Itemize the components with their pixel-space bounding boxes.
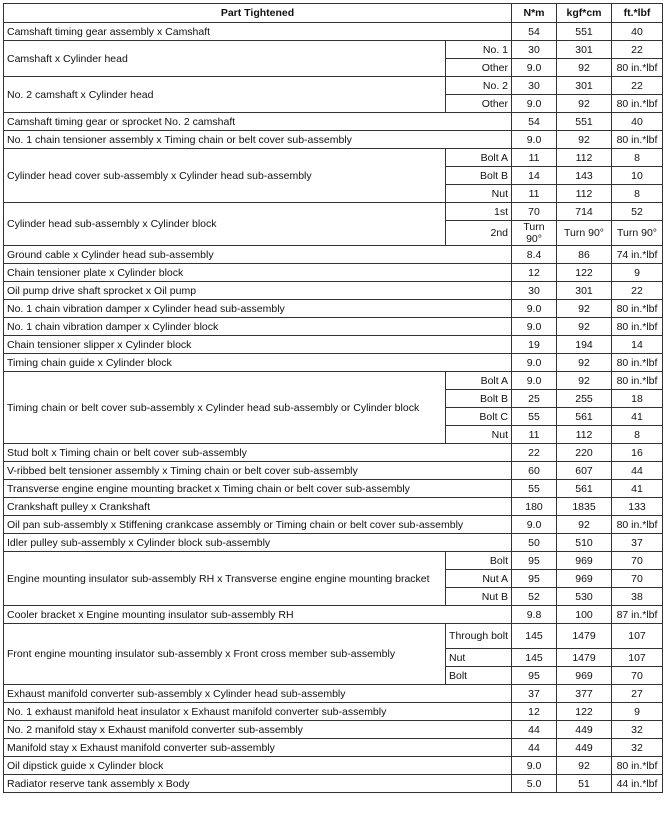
part-name: Manifold stay x Exhaust manifold converter sub-assembly — [4, 739, 512, 757]
torque-ft-lbf: 41 — [612, 480, 663, 498]
torque-nm: 50 — [512, 534, 557, 552]
torque-nm: 9.0 — [512, 354, 557, 372]
torque-kgf-cm: 377 — [557, 685, 612, 703]
torque-nm: 9.0 — [512, 318, 557, 336]
torque-ft-lbf: 27 — [612, 685, 663, 703]
torque-ft-lbf: 52 — [612, 203, 663, 221]
torque-nm: 9.0 — [512, 516, 557, 534]
torque-ft-lbf: 80 in.*lbf — [612, 757, 663, 775]
torque-kgf-cm: 1479 — [557, 624, 612, 649]
table-row — [4, 203, 663, 221]
table-row — [4, 462, 663, 480]
torque-kgf-cm: 92 — [557, 318, 612, 336]
fastener-label: Through bolt — [446, 624, 512, 649]
torque-ft-lbf: 8 — [612, 185, 663, 203]
part-name: Exhaust manifold converter sub-assembly x Cylinder head sub-assembly — [4, 685, 512, 703]
fastener-label: Nut — [446, 426, 512, 444]
torque-ft-lbf: 74 in.*lbf — [612, 246, 663, 264]
torque-kgf-cm: 92 — [557, 95, 612, 113]
torque-ft-lbf: 8 — [612, 149, 663, 167]
torque-kgf-cm: 551 — [557, 113, 612, 131]
fastener-label: Nut A — [446, 570, 512, 588]
table-row — [4, 113, 663, 131]
torque-nm: 12 — [512, 264, 557, 282]
torque-nm: 54 — [512, 23, 557, 41]
table-row — [4, 300, 663, 318]
torque-kgf-cm: 301 — [557, 41, 612, 59]
fastener-label: Bolt — [446, 552, 512, 570]
torque-ft-lbf: 80 in.*lbf — [612, 516, 663, 534]
torque-nm: 12 — [512, 703, 557, 721]
torque-ft-lbf: 22 — [612, 41, 663, 59]
torque-kgf-cm: 92 — [557, 59, 612, 77]
part-name: Cooler bracket x Engine mounting insulator sub-assembly RH — [4, 606, 512, 624]
torque-nm: 60 — [512, 462, 557, 480]
torque-ft-lbf: 9 — [612, 703, 663, 721]
table-row — [4, 246, 663, 264]
torque-nm: 9.0 — [512, 757, 557, 775]
torque-ft-lbf: 80 in.*lbf — [612, 300, 663, 318]
torque-ft-lbf: 38 — [612, 588, 663, 606]
part-name: Oil pump drive shaft sprocket x Oil pump — [4, 282, 512, 300]
torque-kgf-cm: 143 — [557, 167, 612, 185]
torque-nm: 9.0 — [512, 372, 557, 390]
torque-nm: 95 — [512, 667, 557, 685]
torque-nm: 44 — [512, 721, 557, 739]
part-name: Ground cable x Cylinder head sub-assembly — [4, 246, 512, 264]
part-name: Transverse engine engine mounting bracket x Timing chain or belt cover sub-assembly — [4, 480, 512, 498]
torque-ft-lbf: 10 — [612, 167, 663, 185]
table-row — [4, 552, 663, 570]
torque-ft-lbf: 37 — [612, 534, 663, 552]
torque-ft-lbf: 8 — [612, 426, 663, 444]
table-row — [4, 372, 663, 390]
part-name: Stud bolt x Timing chain or belt cover sub-assembly — [4, 444, 512, 462]
part-name: Cylinder head sub-assembly x Cylinder block — [4, 203, 446, 246]
part-name: Camshaft timing gear assembly x Camshaft — [4, 23, 512, 41]
fastener-label: Nut — [446, 649, 512, 667]
torque-ft-lbf: 16 — [612, 444, 663, 462]
torque-kgf-cm: 714 — [557, 203, 612, 221]
part-name: Oil dipstick guide x Cylinder block — [4, 757, 512, 775]
torque-nm: 11 — [512, 149, 557, 167]
part-name: Camshaft timing gear or sprocket No. 2 camshaft — [4, 113, 512, 131]
torque-kgf-cm: 100 — [557, 606, 612, 624]
fastener-label: Bolt A — [446, 149, 512, 167]
torque-ft-lbf: 80 in.*lbf — [612, 131, 663, 149]
torque-ft-lbf: 40 — [612, 113, 663, 131]
torque-ft-lbf: 107 — [612, 624, 663, 649]
fastener-label: Nut B — [446, 588, 512, 606]
fastener-label: 2nd — [446, 221, 512, 246]
torque-kgf-cm: 92 — [557, 300, 612, 318]
torque-kgf-cm: 301 — [557, 282, 612, 300]
torque-kgf-cm: 92 — [557, 757, 612, 775]
table-row — [4, 23, 663, 41]
torque-nm: 55 — [512, 480, 557, 498]
table-row — [4, 606, 663, 624]
part-name: Chain tensioner plate x Cylinder block — [4, 264, 512, 282]
torque-nm: 11 — [512, 426, 557, 444]
part-name: Crankshaft pulley x Crankshaft — [4, 498, 512, 516]
torque-nm: 95 — [512, 552, 557, 570]
torque-nm: Turn 90° — [512, 221, 557, 246]
torque-nm: 11 — [512, 185, 557, 203]
torque-kgf-cm: 92 — [557, 354, 612, 372]
torque-nm: 70 — [512, 203, 557, 221]
torque-ft-lbf: 107 — [612, 649, 663, 667]
torque-ft-lbf: 14 — [612, 336, 663, 354]
torque-kgf-cm: 530 — [557, 588, 612, 606]
part-name: Oil pan sub-assembly x Stiffening crankcase assembly or Timing chain or belt cover sub-assembly — [4, 516, 512, 534]
fastener-label: Bolt — [446, 667, 512, 685]
torque-nm: 19 — [512, 336, 557, 354]
torque-nm: 44 — [512, 739, 557, 757]
part-name: Timing chain or belt cover sub-assembly x Cylinder head sub-assembly or Cylinder block — [4, 372, 446, 444]
torque-nm: 30 — [512, 282, 557, 300]
torque-kgf-cm: 449 — [557, 739, 612, 757]
torque-kgf-cm: 92 — [557, 131, 612, 149]
torque-ft-lbf: 70 — [612, 667, 663, 685]
torque-ft-lbf: 9 — [612, 264, 663, 282]
table-row — [4, 775, 663, 793]
torque-nm: 55 — [512, 408, 557, 426]
torque-kgf-cm: 51 — [557, 775, 612, 793]
torque-ft-lbf: Turn 90° — [612, 221, 663, 246]
torque-ft-lbf: 70 — [612, 570, 663, 588]
fastener-label: 1st — [446, 203, 512, 221]
table-row — [4, 77, 663, 95]
torque-ft-lbf: 40 — [612, 23, 663, 41]
torque-kgf-cm: 561 — [557, 408, 612, 426]
torque-kgf-cm: 86 — [557, 246, 612, 264]
part-name: Timing chain guide x Cylinder block — [4, 354, 512, 372]
torque-kgf-cm: 112 — [557, 149, 612, 167]
torque-kgf-cm: Turn 90° — [557, 221, 612, 246]
torque-nm: 22 — [512, 444, 557, 462]
torque-kgf-cm: 969 — [557, 667, 612, 685]
part-name: No. 1 exhaust manifold heat insulator x Exhaust manifold converter sub-assembly — [4, 703, 512, 721]
part-name: Radiator reserve tank assembly x Body — [4, 775, 512, 793]
torque-nm: 37 — [512, 685, 557, 703]
torque-nm: 8.4 — [512, 246, 557, 264]
torque-kgf-cm: 255 — [557, 390, 612, 408]
torque-spec-table — [3, 3, 663, 793]
part-name: No. 1 chain tensioner assembly x Timing chain or belt cover sub-assembly — [4, 131, 512, 149]
torque-ft-lbf: 133 — [612, 498, 663, 516]
torque-nm: 9.8 — [512, 606, 557, 624]
part-name: Engine mounting insulator sub-assembly RH x Transverse engine engine mounting bracket — [4, 552, 446, 606]
torque-nm: 54 — [512, 113, 557, 131]
torque-kgf-cm: 112 — [557, 185, 612, 203]
table-row — [4, 757, 663, 775]
torque-ft-lbf: 32 — [612, 721, 663, 739]
torque-nm: 9.0 — [512, 59, 557, 77]
table-row — [4, 149, 663, 167]
torque-ft-lbf: 87 in.*lbf — [612, 606, 663, 624]
fastener-label: Bolt B — [446, 167, 512, 185]
table-row — [4, 480, 663, 498]
torque-nm: 14 — [512, 167, 557, 185]
torque-ft-lbf: 44 — [612, 462, 663, 480]
table-row — [4, 264, 663, 282]
torque-nm: 9.0 — [512, 300, 557, 318]
torque-kgf-cm: 122 — [557, 264, 612, 282]
header-part-tightened: Part Tightened — [4, 4, 512, 23]
torque-ft-lbf: 18 — [612, 390, 663, 408]
torque-nm: 180 — [512, 498, 557, 516]
torque-ft-lbf: 41 — [612, 408, 663, 426]
part-name: No. 1 chain vibration damper x Cylinder head sub-assembly — [4, 300, 512, 318]
torque-nm: 30 — [512, 77, 557, 95]
part-name: Cylinder head cover sub-assembly x Cylinder head sub-assembly — [4, 149, 446, 203]
torque-kgf-cm: 969 — [557, 552, 612, 570]
torque-ft-lbf: 80 in.*lbf — [612, 318, 663, 336]
part-name: No. 1 chain vibration damper x Cylinder block — [4, 318, 512, 336]
torque-kgf-cm: 194 — [557, 336, 612, 354]
fastener-label: Other — [446, 59, 512, 77]
part-name: Camshaft x Cylinder head — [4, 41, 446, 77]
torque-ft-lbf: 22 — [612, 282, 663, 300]
torque-nm: 25 — [512, 390, 557, 408]
fastener-label: Other — [446, 95, 512, 113]
header-nm: N*m — [512, 4, 557, 23]
torque-kgf-cm: 1479 — [557, 649, 612, 667]
fastener-label: Bolt A — [446, 372, 512, 390]
torque-ft-lbf: 80 in.*lbf — [612, 95, 663, 113]
fastener-label: Bolt C — [446, 408, 512, 426]
table-row — [4, 703, 663, 721]
torque-nm: 9.0 — [512, 131, 557, 149]
torque-kgf-cm: 551 — [557, 23, 612, 41]
table-row — [4, 739, 663, 757]
table-row — [4, 534, 663, 552]
torque-nm: 145 — [512, 624, 557, 649]
torque-kgf-cm: 607 — [557, 462, 612, 480]
torque-ft-lbf: 32 — [612, 739, 663, 757]
torque-kgf-cm: 510 — [557, 534, 612, 552]
table-row — [4, 721, 663, 739]
torque-kgf-cm: 301 — [557, 77, 612, 95]
torque-ft-lbf: 80 in.*lbf — [612, 372, 663, 390]
table-row — [4, 444, 663, 462]
torque-ft-lbf: 80 in.*lbf — [612, 59, 663, 77]
torque-ft-lbf: 70 — [612, 552, 663, 570]
table-row — [4, 516, 663, 534]
table-row — [4, 685, 663, 703]
torque-nm: 30 — [512, 41, 557, 59]
torque-ft-lbf: 44 in.*lbf — [612, 775, 663, 793]
torque-kgf-cm: 1835 — [557, 498, 612, 516]
torque-nm: 9.0 — [512, 95, 557, 113]
table-row — [4, 131, 663, 149]
torque-kgf-cm: 220 — [557, 444, 612, 462]
table-body — [4, 23, 663, 793]
table-row — [4, 498, 663, 516]
table-row — [4, 336, 663, 354]
torque-kgf-cm: 561 — [557, 480, 612, 498]
header-kgf-cm: kgf*cm — [557, 4, 612, 23]
torque-kgf-cm: 969 — [557, 570, 612, 588]
fastener-label: Nut — [446, 185, 512, 203]
torque-ft-lbf: 22 — [612, 77, 663, 95]
part-name: No. 2 manifold stay x Exhaust manifold converter sub-assembly — [4, 721, 512, 739]
part-name: V-ribbed belt tensioner assembly x Timing chain or belt cover sub-assembly — [4, 462, 512, 480]
torque-kgf-cm: 92 — [557, 516, 612, 534]
header-row — [4, 4, 663, 23]
table-row — [4, 354, 663, 372]
torque-kgf-cm: 449 — [557, 721, 612, 739]
torque-nm: 5.0 — [512, 775, 557, 793]
part-name: No. 2 camshaft x Cylinder head — [4, 77, 446, 113]
torque-kgf-cm: 92 — [557, 372, 612, 390]
fastener-label: No. 2 — [446, 77, 512, 95]
torque-kgf-cm: 122 — [557, 703, 612, 721]
table-row — [4, 41, 663, 59]
torque-nm: 52 — [512, 588, 557, 606]
fastener-label: No. 1 — [446, 41, 512, 59]
fastener-label: Bolt B — [446, 390, 512, 408]
torque-kgf-cm: 112 — [557, 426, 612, 444]
part-name: Idler pulley sub-assembly x Cylinder block sub-assembly — [4, 534, 512, 552]
part-name: Chain tensioner slipper x Cylinder block — [4, 336, 512, 354]
table-row — [4, 624, 663, 649]
table-row — [4, 282, 663, 300]
part-name: Front engine mounting insulator sub-assembly x Front cross member sub-assembly — [4, 624, 446, 685]
torque-nm: 95 — [512, 570, 557, 588]
table-row — [4, 318, 663, 336]
torque-ft-lbf: 80 in.*lbf — [612, 354, 663, 372]
torque-nm: 145 — [512, 649, 557, 667]
header-ft-lbf: ft.*lbf — [612, 4, 663, 23]
